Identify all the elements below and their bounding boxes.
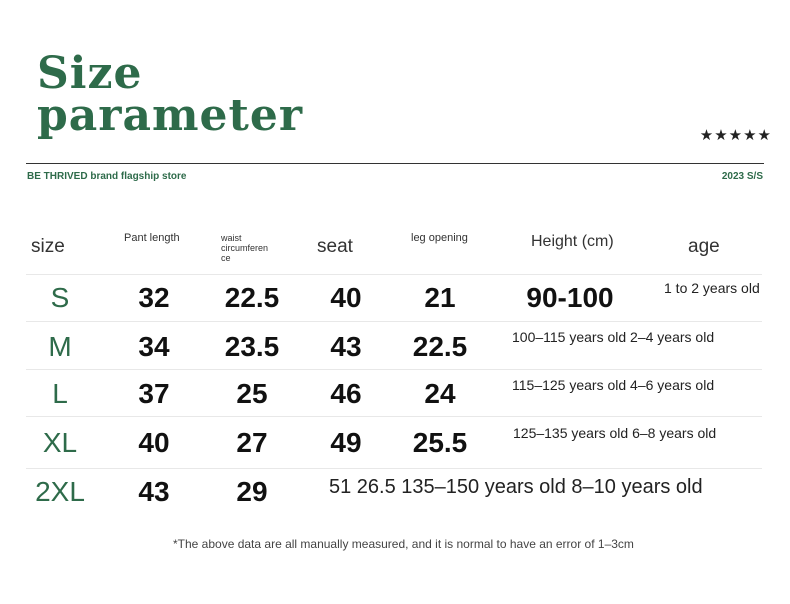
measurement-note: *The above data are all manually measured, and it is normal to have an error of 1–3cm (173, 537, 634, 551)
header-pant-length: Pant length (124, 232, 180, 244)
header-leg-opening: leg opening (411, 232, 468, 244)
seat-cell: 46 (330, 378, 362, 409)
header-size: size (31, 236, 65, 257)
size-cell: XL (42, 427, 78, 458)
height-age-cell: 100–115 years old 2–4 years old (512, 329, 715, 345)
row-divider (26, 416, 762, 417)
row-divider (26, 468, 762, 469)
brand-label: BE THRIVED brand flagship store (27, 171, 187, 182)
size-cell: M (48, 331, 72, 362)
height-age-cell: 115–125 years old 4–6 years old (512, 377, 715, 393)
leg-opening-cell: 21 (424, 282, 456, 313)
header-divider (26, 163, 764, 164)
seat-cell: 40 (330, 282, 362, 313)
leg-opening-cell: 24 (424, 378, 456, 409)
size-cell: L (52, 378, 68, 409)
pant-length-cell: 43 (138, 476, 170, 507)
pant-length-cell: 34 (138, 331, 170, 362)
header-seat: seat (317, 236, 353, 257)
waist-cell: 27 (236, 427, 268, 458)
waist-cell: 29 (236, 476, 268, 507)
row-divider (26, 321, 762, 322)
age-cell: 1 to 2 years old (664, 280, 760, 296)
title-line-2: parameter (37, 90, 304, 141)
rating-stars: ★★★★★ (699, 127, 772, 144)
height-cell: 90-100 (526, 282, 614, 313)
title-line-1: Size (37, 48, 143, 99)
merged-values-cell: 51 26.5 135–150 years old 8–10 years old (329, 476, 703, 498)
seat-cell: 43 (330, 331, 362, 362)
row-divider (26, 274, 762, 275)
pant-length-cell: 37 (138, 378, 170, 409)
size-cell: S (50, 282, 70, 313)
header-age: age (688, 236, 720, 257)
waist-cell: 23.5 (224, 331, 280, 362)
pant-length-cell: 32 (138, 282, 170, 313)
height-age-cell: 125–135 years old 6–8 years old (513, 425, 717, 441)
row-divider (26, 369, 762, 370)
waist-cell: 22.5 (224, 282, 280, 313)
leg-opening-cell: 22.5 (412, 331, 468, 362)
waist-cell: 25 (236, 378, 268, 409)
pant-length-cell: 40 (138, 427, 170, 458)
size-cell: 2XL (35, 476, 85, 507)
header-height: Height (cm) (531, 233, 614, 250)
leg-opening-cell: 25.5 (412, 427, 468, 458)
seat-cell: 49 (330, 427, 362, 458)
season-label: 2023 S/S (721, 171, 763, 182)
header-waist: waist circumferen ce (221, 233, 269, 263)
